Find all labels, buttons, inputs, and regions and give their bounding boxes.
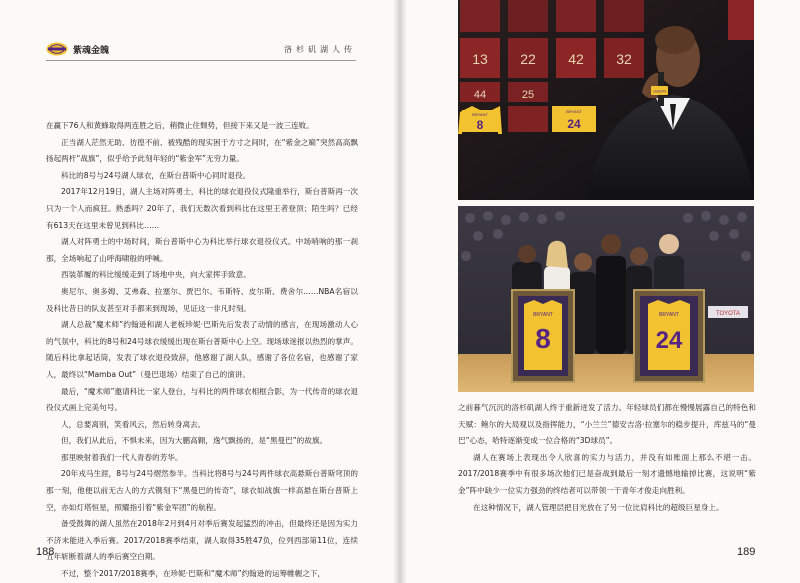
court-floor (458, 354, 754, 392)
photo-retirement-speech (458, 0, 754, 200)
paragraph: 不过，整个2017/2018赛季，在珍妮·巴斯和“魔术师”约翰逊的运筹帷幄之下， (61, 569, 326, 579)
frame-jersey-name: BRYANT (659, 312, 679, 318)
jersey-number: 22 (520, 51, 536, 67)
paragraph: 正当湖人茫然无助、彷徨不前、被残酷的现实困于方寸之间时，在“紫金之巅”突然高高飘扬起两杆“战旗”，似乎给予此刻年轻的“紫金军”无穷力量。 (46, 137, 358, 164)
paragraph: 湖人总裁“魔术师”约翰逊和湖人老板珍妮·巴斯先后发表了动情的感言，在现场激动人心的气氛中，科比的8号和24号球衣缓缓出现在斯台普斯中心上空。现场球迷报以热烈的掌声。随后科比拿起话筒，发表了球衣退役致辞，他感谢了湖人队，感谢了各位名宿，也感谢了家人，最终以“Mamba Out”（曼巴退场）结束了自己的演讲。 (46, 320, 358, 379)
jersey-dark (508, 106, 548, 132)
jersey-number: 32 (616, 51, 632, 67)
paragraph: 人，总要离别，笑看风云，然后转身离去。 (61, 419, 206, 429)
book-gutter (393, 0, 407, 583)
paragraph: 但，我们从此后，不惧未来，因为大鹏高翱，逸气飘扬的，是“黑曼巴”的故旗。 (61, 436, 328, 446)
retired-jersey-24 (552, 106, 596, 132)
brand-name: 紫魂金魄 (73, 46, 110, 56)
paragraph: 备受鼓舞的湖人虽然在2018年2月到4月对季后赛发起猛烈的冲击，但最终还是因为实力不济未能进入季后赛。2017/2018赛季结束，湖人取得35胜47负，位列西部第11位，连续五年斩断着湖人的季后赛空白期。 (46, 519, 358, 562)
framed-jersey-8 (512, 290, 574, 382)
left-body-text (46, 118, 358, 583)
book-title: 洛杉矶湖人传 (284, 45, 356, 54)
jersey-number: 13 (472, 51, 488, 67)
frame-jersey-name: BRYANT (533, 312, 553, 318)
lakers-logo-icon (46, 42, 68, 56)
sponsor-banner-text: TOYOTA (715, 311, 741, 317)
jersey-number: 24 (567, 117, 581, 131)
jersey-number: 8 (476, 118, 484, 132)
paragraph: 在赢下76人和黄蜂取得两连胜之后，稍微止住颓势，但接下来又是一波三连败。 (46, 121, 314, 130)
paragraph: 最后，“魔术师”邀请科比一家人登台，与科比的两件球衣相框合影，为一代传奇的球衣退役仪式画上完美句号。 (46, 386, 358, 413)
paragraph: 奥尼尔、奥多姆、艾弗森、拉塞尔、贾巴尔、韦斯特、皮尔斯、费舍尔……NBA名宿以及科比昔日的队友甚至对手都来到现场，见证这一非凡时刻。 (46, 286, 358, 313)
paragraph: 之前暮气沉沉的洛杉矶湖人终于重新迸发了活力。年轻球员们都在慢慢展露自己的特色和天赋：鲍尔的大局观以及指挥能力，“小兰兰”德安吉洛·拉塞尔的稳步提升，库兹马的“曼巴”心态，哈特逐渐变成一位合格的“3D球员”。 (458, 403, 756, 446)
photo-family-framed-jerseys-art (458, 206, 754, 392)
paragraph: 湖人对阵勇士的中场时间，斯台普斯中心为科比举行球衣退役仪式。中场哨响的那一刹那，全场响起了山呼海啸般的呼喊。 (46, 237, 358, 263)
paragraph: 2017年12月19日，湖人主场对阵勇士，科比的球衣退役仪式隆重举行，斯台普斯再一次只为一个人而疯狂。熟悉吗？20年了，我们无数次看到科比在这里王者登顶；陌生吗？已经有613天在这里未曾见到科比…… (46, 187, 358, 230)
jersey-corner (728, 0, 754, 40)
paragraph: 湖人在赛场上表现出令人欣喜的实力与活力，并没有如账面上那么不堪一击。2017/2018赛季中有很多场次他们已是奋战到最后一刻才遗憾地输掉比赛，这说明“紫金”阵中缺少一位实力强劲的终结者可以带领一干青年才俊走向胜利。 (458, 452, 756, 495)
framed-jersey-24 (634, 290, 704, 382)
jersey-number: 44 (473, 89, 487, 101)
page-number-right: 189 (737, 546, 756, 558)
page-number-left: 188 (36, 546, 55, 558)
paragraph: 20年戎马生涯，8号与24号熠然参半。当科比将8号与24号两件球衣高悬斯台普斯穹顶的那一刻，他便以前无古人的方式镌刻下“黑曼巴的传奇”，球衣如战旗一样高悬在斯台普斯上空，亦如灯塔恒星，照耀指引着“紫金军团”的航程。 (46, 469, 358, 512)
paragraph: 科比的8号与24号湖人球衣，在斯台普斯中心同时退役。 (61, 170, 251, 180)
paragraph: 西装革履的科比缓缓走到了场地中央，向大家挥手致意。 (61, 270, 251, 280)
photo-family-framed-jerseys (458, 206, 754, 392)
running-header (46, 42, 356, 58)
retired-jersey-8 (458, 106, 502, 134)
paragraph: 在这种情况下，湖人管理层把目光放在了另一位比肩科比的超级巨星身上。 (473, 502, 724, 512)
right-body-text (458, 400, 756, 516)
jersey-name: BRYANT (566, 109, 582, 114)
jersey-number: 42 (568, 51, 584, 67)
header-rule (46, 60, 356, 61)
paragraph: 那里映射着我们一代人青春的芳华。 (61, 452, 183, 462)
photo-retirement-speech-art (458, 0, 754, 200)
jersey-number: 25 (521, 89, 535, 101)
jersey-name: BRYANT (472, 112, 488, 117)
frame-jersey-number: 24 (655, 327, 683, 354)
mic-flag-text: LAKERS (652, 89, 667, 94)
frame-jersey-number: 8 (535, 323, 551, 354)
